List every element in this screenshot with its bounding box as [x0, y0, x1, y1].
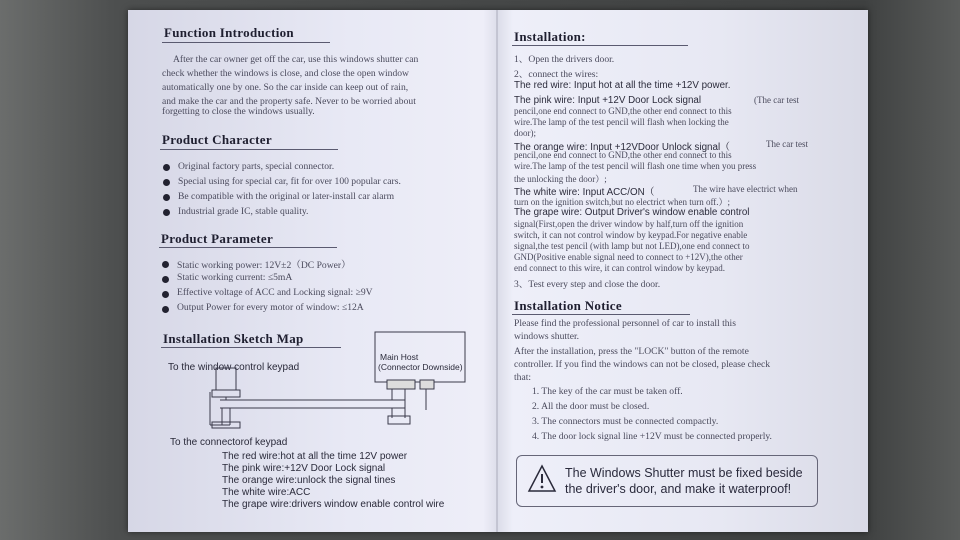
grape-wire-text: end connect to this wire, it can control window by keypad. — [514, 263, 725, 273]
bullet — [163, 209, 170, 216]
host-plug — [388, 416, 410, 424]
parameter-item: Static working power: 12V±2（DC Power） — [177, 260, 351, 271]
warning-line: the driver's door, and make it waterproof! — [565, 482, 792, 496]
parameter-item: Output Power for every motor of window: ≤12A — [177, 302, 364, 313]
notice-check: 2. All the door must be closed. — [532, 401, 650, 412]
product-character-heading: Product Character — [162, 132, 272, 147]
bullet — [162, 261, 169, 268]
pink-wire-text: (The car test — [754, 95, 799, 105]
notice-check: 1. The key of the car must be taken off. — [532, 386, 683, 397]
intro-line: After the car owner get off the car, use this windows shutter can — [173, 54, 419, 65]
white-wire-text: turn on the ignition switch,but no electrict when turn off.）; — [514, 197, 731, 207]
heading-rule — [512, 314, 690, 315]
notice-para: windows shutter. — [514, 331, 580, 342]
notice-check: 4. The door lock signal line +12V must be connected properly. — [532, 431, 772, 442]
pink-wire-text: wire.The lamp of the test pencil will flash when locking the — [514, 117, 729, 127]
main-host-label: (Connector Downside) — [378, 362, 463, 372]
wiring-sketch — [160, 300, 480, 450]
bullet — [162, 276, 169, 283]
connector-label: To the connectorof keypad — [170, 437, 288, 448]
sketch-heading: Installation Sketch Map — [163, 331, 304, 346]
pink-wire-text: door); — [514, 128, 536, 138]
white-wire-text: The wire have electrict when — [693, 184, 798, 194]
warning-text — [565, 465, 803, 497]
bullet — [163, 194, 170, 201]
notice-para: controller. If you find the windows can not be closed, please check — [514, 359, 771, 370]
warning-box — [516, 455, 818, 507]
product-parameter-heading: Product Parameter — [161, 231, 274, 246]
wire-legend: The orange wire:unlock the signal tines — [222, 475, 396, 486]
function-intro-heading: Function Introduction — [164, 25, 294, 40]
pink-wire-text: pencil,one end connect to GND,the other end connect to this — [514, 106, 732, 116]
main-host-label: Main Host — [380, 352, 419, 362]
orange-wire-text: The car test — [766, 139, 808, 149]
bullet — [163, 164, 170, 171]
keypad-connector — [216, 368, 236, 390]
installation-heading: Installation: — [514, 29, 586, 44]
host-connector — [387, 380, 415, 389]
orange-wire-text: pencil,one end connect to GND,the other end connect to this — [514, 150, 732, 160]
heading-rule — [162, 42, 330, 43]
notice-para: that: — [514, 372, 532, 383]
host-connector — [420, 380, 434, 389]
heading-rule — [159, 247, 337, 248]
wire-legend: The red wire:hot at all the time 12V power — [222, 451, 408, 462]
install-step: 2、connect the wires: — [514, 69, 599, 80]
character-item: Industrial grade IC, stable quality. — [178, 206, 309, 217]
keypad-connector — [212, 390, 240, 397]
white-wire-label: The white wire: Input ACC/ON（ — [514, 187, 655, 198]
grape-wire-text: signal,the test pencil (with lamp but not LED),one end connect to — [514, 241, 750, 251]
wire-legend: The pink wire:+12V Door Lock signal — [222, 463, 386, 474]
grape-wire-text: switch, it can not control window by keypad.For negative enable — [514, 230, 748, 240]
install-step: 1、Open the drivers door. — [514, 54, 615, 65]
heading-rule — [160, 149, 338, 150]
installation-notice-heading: Installation Notice — [514, 298, 622, 313]
red-wire: The red wire: Input hot at all the time +12V power. — [514, 80, 731, 91]
orange-wire-text: the unlocking the door）; — [514, 174, 607, 184]
orange-wire-text: wire.The lamp of the test pencil will flash one time when you press — [514, 161, 757, 171]
install-step: 3、Test every step and close the door. — [514, 279, 661, 290]
notice-para: After the installation, press the "LOCK" button of the remote — [514, 346, 749, 357]
character-item: Be compatible with the original or later-install car alarm — [178, 191, 395, 202]
notice-para: Please find the professional personnel of car to install this — [514, 318, 736, 329]
pink-wire-label: The pink wire: Input +12V Door Lock signal — [514, 95, 702, 106]
bullet — [163, 179, 170, 186]
intro-line: and make the car and the property safe. Never to be worried about — [162, 96, 416, 107]
warning-line: The Windows Shutter must be fixed beside — [565, 466, 803, 480]
character-item: Original factory parts, special connector. — [178, 161, 335, 172]
orange-wire-label: The orange wire: Input +12VDoor Unlock signal（ — [514, 142, 730, 153]
page-fold — [496, 10, 498, 532]
grape-wire-text: GND(Positive enable signal need to connect to +12V),the other — [514, 252, 743, 262]
parameter-item: Effective voltage of ACC and Locking signal: ≥9V — [177, 287, 373, 298]
grape-wire-label: The grape wire: Output Driver's window enable control — [514, 207, 750, 218]
heading-rule — [512, 45, 688, 46]
wire-legend: The grape wire:drivers window enable control wire — [222, 499, 445, 510]
wire-legend: The white wire:ACC — [222, 487, 311, 498]
intro-line: check whether the windows is close, and close the open window — [162, 68, 409, 79]
notice-check: 3. The connectors must be connected compactly. — [532, 416, 719, 427]
parameter-item: Static working current: ≤5mA — [177, 272, 293, 283]
keypad-label: To the window control keypad — [168, 362, 300, 373]
character-item: Special using for special car, fit for over 100 popular cars. — [178, 176, 401, 187]
intro-line: forgetting to close the windows usually. — [162, 106, 315, 117]
intro-line: automatically one by one. So the car inside can keep out of rain, — [162, 82, 409, 93]
bullet — [162, 291, 169, 298]
grape-wire-text: signal(First,open the driver window by half,turn off the ignition — [514, 219, 744, 229]
warning-triangle-icon — [527, 464, 557, 494]
